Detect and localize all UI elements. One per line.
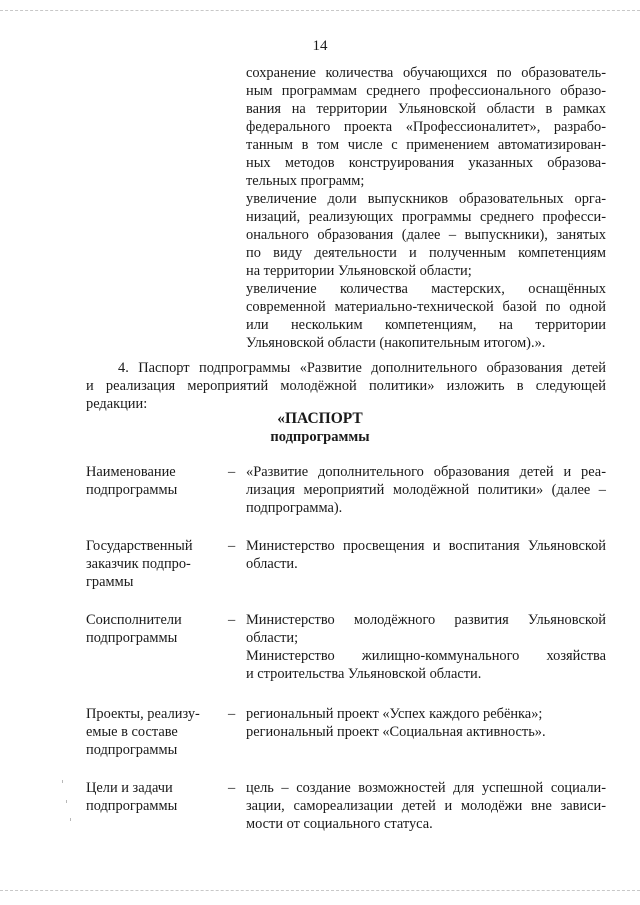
text-line: современной материально-технической базой по одной xyxy=(246,299,606,315)
text-line: или нескольким компетенциям, на территории xyxy=(246,317,606,333)
row-label: Наименование xyxy=(86,464,176,480)
row-value: цель – создание возможностей для успешной социали- xyxy=(246,780,606,796)
text-line: и реализация мероприятий молодёжной политики» изложить в следующей xyxy=(86,378,606,394)
row-label: подпрограммы xyxy=(86,798,178,814)
scan-edge-top xyxy=(0,10,640,11)
row-value: «Развитие дополнительного образования детей и реа- xyxy=(246,464,606,480)
text-line: Ульяновской области (накопительным итогом).». xyxy=(246,335,546,351)
text-line: федерального проекта «Профессионалитет», разрабо- xyxy=(246,119,606,135)
row-dash: – xyxy=(228,538,236,554)
row-dash: – xyxy=(228,780,236,796)
text-line: ных методов конструирования указанных образова- xyxy=(246,155,606,171)
passport-subtitle: подпрограммы xyxy=(270,429,370,445)
row-value: Министерство молодёжного развития Ульяновской xyxy=(246,612,606,628)
scan-speck xyxy=(66,800,67,803)
row-dash: – xyxy=(228,706,236,722)
row-value: Министерство просвещения и воспитания Ульяновской xyxy=(246,538,606,554)
row-value: региональный проект «Успех каждого ребёнка»; xyxy=(246,706,543,722)
row-label: граммы xyxy=(86,574,134,590)
row-value: подпрограмма). xyxy=(246,500,343,516)
text-line: тельных программ; xyxy=(246,173,365,189)
row-label: подпрограммы xyxy=(86,630,178,646)
row-label: емые в составе xyxy=(86,724,178,740)
text-line: ным программам среднего профессионального образо- xyxy=(246,83,606,99)
text-line: низаций, реализующих программы среднего професси- xyxy=(246,209,606,225)
text-line: вания на территории Ульяновской области в рамках xyxy=(246,101,606,117)
scan-speck xyxy=(70,818,71,821)
text-line: 4. Паспорт подпрограммы «Развитие дополнительного образования детей xyxy=(118,360,606,376)
text-line: увеличение доли выпускников образовательных орга- xyxy=(246,191,606,207)
text-line: на территории Ульяновской области; xyxy=(246,263,472,279)
scan-edge-bottom xyxy=(0,890,640,891)
row-label: заказчик подпро- xyxy=(86,556,191,572)
row-label: Проекты, реализу- xyxy=(86,706,200,722)
row-value: мости от социального статуса. xyxy=(246,816,433,832)
text-line: увеличение количества мастерских, оснащённых xyxy=(246,281,606,297)
row-dash: – xyxy=(228,464,236,480)
text-line: сохранение количества обучающихся по образователь- xyxy=(246,65,606,81)
row-value: и строительства Ульяновской области. xyxy=(246,666,482,682)
row-label: подпрограммы xyxy=(86,482,178,498)
text-line: редакции: xyxy=(86,396,148,412)
page-number: 14 xyxy=(312,38,328,54)
text-line: танным в том числе с применением автоматизирован- xyxy=(246,137,606,153)
row-dash: – xyxy=(228,612,236,628)
row-label: Цели и задачи xyxy=(86,780,173,796)
passport-title: «ПАСПОРТ xyxy=(277,410,363,427)
row-label: Соисполнители xyxy=(86,612,182,628)
text-line: онального образования (далее – выпускники), занятых xyxy=(246,227,606,243)
text-line: по виду деятельности и полученным компетенциям xyxy=(246,245,606,261)
row-value: Министерство жилищно-коммунального хозяйства xyxy=(246,648,606,664)
row-value: региональный проект «Социальная активность». xyxy=(246,724,546,740)
row-label: подпрограммы xyxy=(86,742,178,758)
row-value: зации, самореализации детей и молодёжи вне зависи- xyxy=(246,798,606,814)
scan-speck xyxy=(62,780,63,783)
row-value: области. xyxy=(246,556,298,572)
row-value: области; xyxy=(246,630,299,646)
row-label: Государственный xyxy=(86,538,193,554)
row-value: лизация мероприятий молодёжной политики» (далее – xyxy=(246,482,606,498)
